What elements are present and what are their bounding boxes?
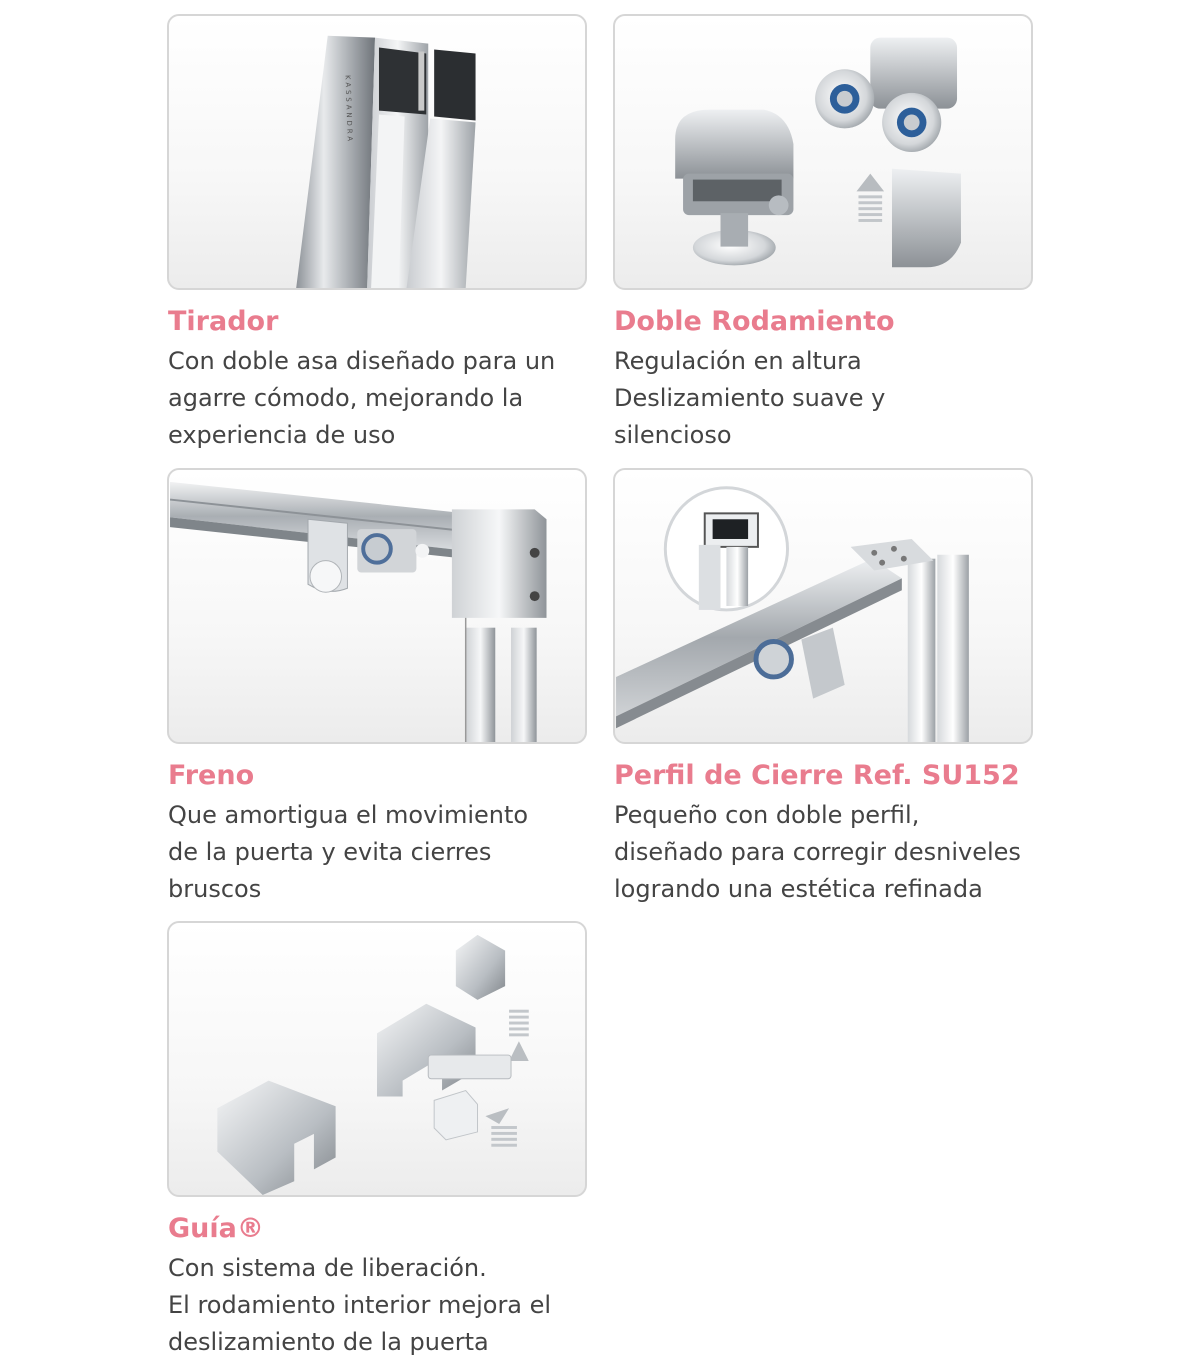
roller-illustration — [615, 16, 1031, 288]
pull-handle-image — [167, 14, 587, 290]
brake-image — [167, 468, 587, 744]
handle-engraving: KASSANDRA — [343, 74, 354, 145]
feature-description: Con sistema de liberación. El rodamiento interior mejora el deslizamiento de la puerta — [168, 1254, 552, 1356]
double-roller-image — [613, 14, 1033, 290]
closing-profile-image — [613, 468, 1033, 744]
feature-description: Que amortigua el movimiento de la puerta y evita cierres bruscos — [168, 801, 529, 903]
guide-illustration — [169, 923, 585, 1195]
handle-illustration — [169, 16, 585, 288]
feature-title: Perfil de Cierre Ref. SU152 — [614, 760, 1020, 791]
feature-title: Doble Rodamiento — [614, 306, 895, 337]
feature-title: Freno — [168, 760, 255, 791]
feature-description: Pequeño con doble perfil, diseñado para corregir desniveles logrando una estética refinada — [614, 801, 1021, 903]
feature-title: Guía® — [168, 1213, 264, 1244]
profile-illustration — [615, 470, 1031, 742]
brake-illustration — [169, 470, 585, 742]
feature-title: Tirador — [168, 306, 279, 337]
guide-image — [167, 921, 587, 1197]
feature-description: Con doble asa diseñado para un agarre cómodo, mejorando la experiencia de uso — [168, 347, 556, 449]
feature-description: Regulación en altura Deslizamiento suave y silencioso — [614, 347, 886, 449]
